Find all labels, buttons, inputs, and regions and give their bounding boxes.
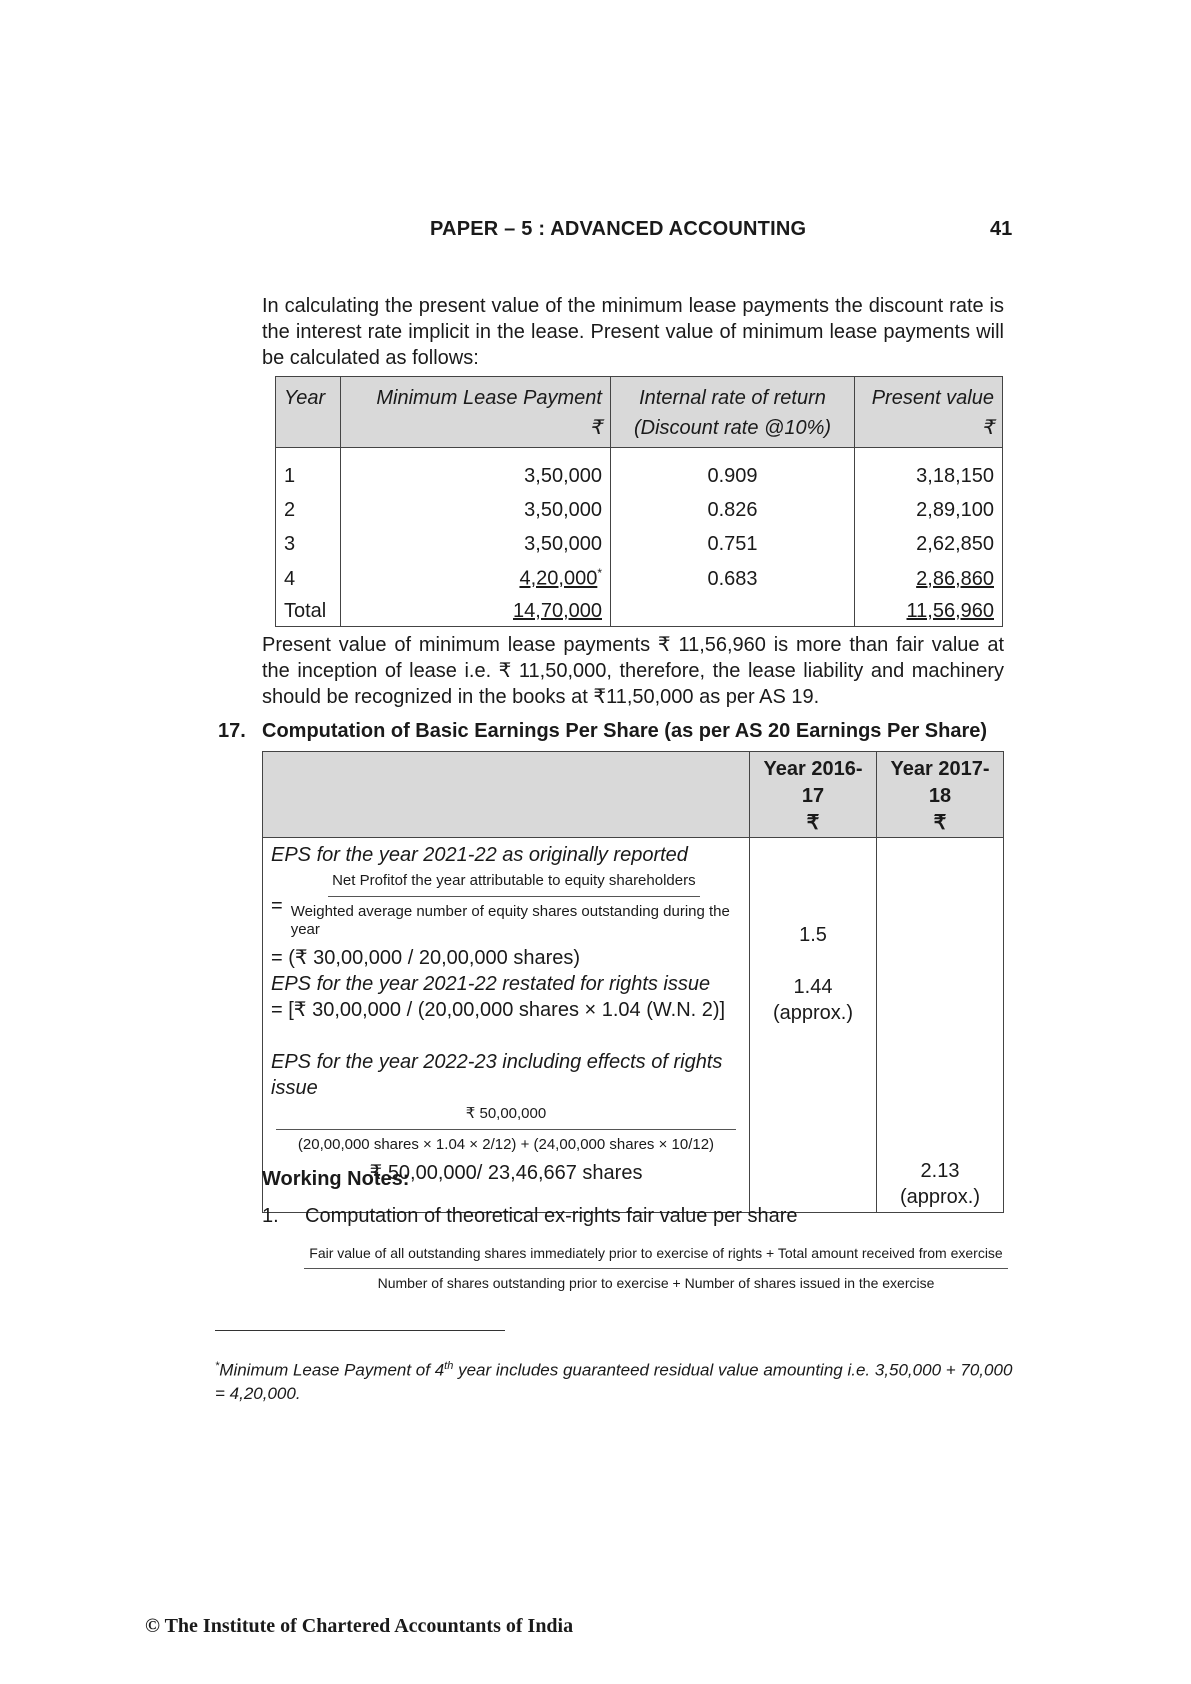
working-notes-heading: Working Notes: <box>262 1168 410 1190</box>
working-note-text: Computation of theoretical ex-rights fair value per share <box>305 1205 798 1227</box>
page-number: 41 <box>990 218 1013 240</box>
eps-value-restated: 1.44 <box>793 976 833 998</box>
eps-header-col1: Year 2016-17 ₹ <box>750 752 877 838</box>
eps-calc-restated: = [₹ 30,00,000 / (20,00,000 shares × 1.04 (W.N. 2)] <box>271 999 726 1021</box>
eps-original-heading: EPS for the year 2021-22 as originally reported <box>271 844 688 866</box>
lease-header-pv: Present value ₹ <box>855 377 1003 448</box>
eps-value-rights: 2.13 <box>920 1160 960 1182</box>
eps-value-rights-note: (approx.) <box>899 1186 981 1208</box>
eps-body-row <box>263 838 1004 1213</box>
working-note-number: 1. <box>262 1205 279 1227</box>
eps-restated-heading: EPS for the year 2021-22 restated for rights issue <box>271 973 711 995</box>
lease-table <box>275 376 1003 627</box>
eps-calc-rights: ₹ 50,00,000/ 23,46,667 shares <box>369 1162 643 1184</box>
lease-table-header <box>276 377 1003 448</box>
lease-header-mlp: Minimum Lease Payment ₹ <box>341 377 611 448</box>
eq-sign: = <box>271 894 283 917</box>
eps-calc-original: = (₹ 30,00,000 / 20,00,000 shares) <box>271 947 581 969</box>
eps-value-original: 1.5 <box>799 924 827 946</box>
section-number: 17. <box>218 720 246 742</box>
lease-header-year: Year <box>276 377 341 448</box>
intro-paragraph: In calculating the present value of the minimum lease payments the discount rate is the interest rate implicit in the lease. Present value of minimum lease payments will be calculated as follows: <box>262 295 1004 369</box>
eps-rights-heading: EPS for the year 2022-23 including effects of rights issue <box>271 1051 723 1099</box>
eps-rights-fraction: ₹ 50,00,000 (20,00,000 shares × 1.04 × 2/12) + (24,00,000 shares × 10/12) <box>271 1105 741 1154</box>
table-row: 2 3,50,000 0.826 2,89,100 <box>276 488 1003 522</box>
lease-header-irr: Internal rate of return (Discount rate @10%) <box>611 377 855 448</box>
conclusion-paragraph: Present value of minimum lease payments ₹ 11,56,960 is more than fair value at the inception of lease i.e. ₹ 11,50,000, therefore, the lease liability and machinery should be recognized in the books at ₹11,50,000 as per AS 19. <box>262 634 1004 708</box>
page-footer: © The Institute of Chartered Accountants of India <box>145 1615 574 1637</box>
table-row: 1 3,50,000 0.909 3,18,150 <box>276 448 1003 488</box>
eps-formula-fraction: Net Profitof the year attributable to equity shareholders Weighted average number of equity shares outstanding during the year <box>290 872 730 938</box>
page-header-title: PAPER – 5 : ADVANCED ACCOUNTING <box>430 218 807 240</box>
eps-header-col2: Year 2017-18 ₹ <box>877 752 1004 838</box>
section-title: Computation of Basic Earnings Per Share (as per AS 20 Earnings Per Share) <box>262 720 988 742</box>
table-row: 4 4,20,000* 0.683 2,86,860 <box>276 556 1003 591</box>
footnote: *Minimum Lease Payment of 4th year includes guaranteed residual value amounting i.e. 3,50,000 + 70,000 = 4,20,000. <box>215 1360 1013 1403</box>
eps-table <box>262 751 1004 1213</box>
eps-table-header <box>263 752 1004 838</box>
table-row: 3 3,50,000 0.751 2,62,850 <box>276 522 1003 556</box>
eps-value-restated-note: (approx.) <box>772 1002 854 1024</box>
lease-total-row: Total 14,70,000 11,56,960 <box>276 591 1003 627</box>
ex-rights-formula: Fair value of all outstanding shares immediately prior to exercise of rights + Total amount received from exercise Number of shares outstanding prior to exercise + Number of shares issued in the exercise <box>308 1245 1004 1292</box>
footnote-divider <box>215 1330 505 1331</box>
